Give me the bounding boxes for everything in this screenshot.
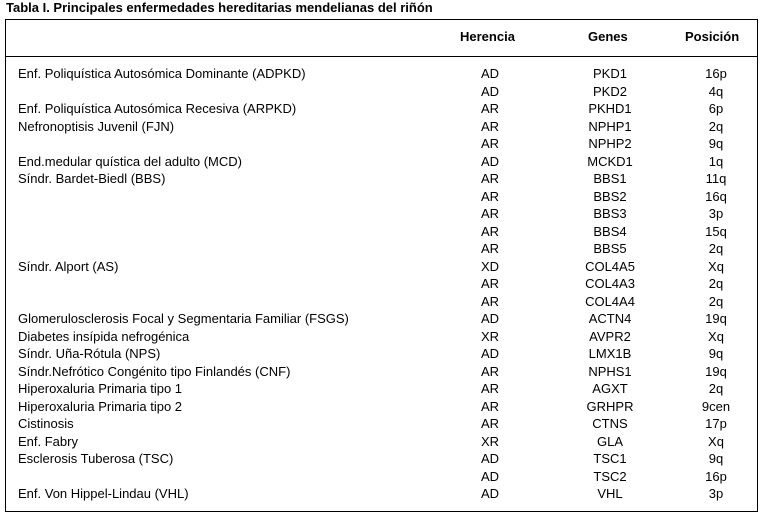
gene-cell: VHL bbox=[597, 486, 623, 501]
inheritance-cell: AR bbox=[480, 398, 500, 414]
table-row bbox=[6, 468, 757, 486]
gene-cell: CTNS bbox=[592, 416, 628, 431]
gene-cell: PKHD1 bbox=[588, 101, 632, 116]
gene-cell: ACTN4 bbox=[588, 311, 632, 326]
table-row bbox=[6, 100, 757, 118]
gene-cell: NPHP1 bbox=[588, 118, 632, 134]
gene-cell: BBS5 bbox=[593, 241, 627, 256]
table-row bbox=[6, 415, 757, 433]
gene-cell: AGXT bbox=[592, 381, 628, 396]
inheritance-cell: AD bbox=[480, 468, 500, 484]
gene-cell: COL4A5 bbox=[585, 258, 635, 274]
inheritance-cell: AR bbox=[480, 381, 500, 396]
gene-cell: NPHS1 bbox=[588, 363, 632, 379]
inheritance-cell: AD bbox=[480, 83, 500, 99]
table-row bbox=[6, 450, 757, 468]
inheritance-cell: AD bbox=[480, 66, 500, 81]
inheritance-cell: AD bbox=[480, 451, 500, 466]
position-cell: 9q bbox=[708, 346, 724, 361]
table-row bbox=[6, 170, 757, 188]
inheritance-cell: AD bbox=[480, 311, 500, 326]
position-cell: 16p bbox=[705, 468, 727, 484]
disease-cell: Esclerosis Tuberosa (TSC) bbox=[18, 451, 174, 466]
inheritance-cell: AR bbox=[480, 188, 500, 204]
position-cell: 6p bbox=[708, 101, 724, 116]
position-cell: 2q bbox=[708, 118, 724, 134]
disease-cell: Nefronoptisis Juvenil (FJN) bbox=[18, 118, 175, 134]
table-row bbox=[6, 240, 757, 258]
table-title: Tabla I. Principales enfermedades hereditarias mendelianas del riñón bbox=[6, 0, 433, 15]
table-row bbox=[6, 485, 757, 503]
table-row bbox=[6, 135, 757, 153]
gene-cell: LMX1B bbox=[588, 346, 632, 361]
inheritance-cell: AR bbox=[480, 223, 500, 239]
inheritance-cell: AR bbox=[480, 118, 500, 134]
inheritance-cell: XD bbox=[480, 258, 500, 274]
gene-cell: BBS2 bbox=[593, 188, 627, 204]
disease-cell: Enf. Von Hippel-Lindau (VHL) bbox=[18, 486, 189, 501]
inheritance-cell: AR bbox=[480, 293, 500, 309]
gene-cell: GLA bbox=[596, 433, 623, 449]
position-cell: 16q bbox=[705, 188, 727, 204]
position-cell: 2q bbox=[708, 276, 724, 291]
inheritance-cell: AD bbox=[480, 346, 500, 361]
gene-cell: COL4A3 bbox=[585, 276, 635, 291]
position-cell: 1q bbox=[708, 153, 724, 169]
table-row bbox=[6, 65, 757, 83]
gene-cell: TSC2 bbox=[593, 468, 627, 484]
position-cell: 17p bbox=[705, 416, 727, 431]
gene-cell: PKD1 bbox=[593, 66, 627, 81]
table-row bbox=[6, 328, 757, 346]
inheritance-cell: AR bbox=[480, 101, 500, 116]
disease-cell: Síndr. Alport (AS) bbox=[18, 258, 119, 274]
inheritance-cell: AD bbox=[480, 153, 500, 169]
gene-cell: BBS1 bbox=[593, 171, 627, 186]
disease-cell: Hiperoxaluria Primaria tipo 1 bbox=[18, 381, 183, 396]
position-cell: 9q bbox=[708, 451, 724, 466]
disease-cell: Enf. Poliquística Autosómica Recesiva (ARPKD) bbox=[18, 101, 297, 116]
position-cell: 15q bbox=[705, 223, 727, 239]
disease-cell: Enf. Poliquística Autosómica Dominante (ADPKD) bbox=[18, 66, 306, 81]
position-cell: Xq bbox=[708, 258, 724, 274]
table-container bbox=[5, 19, 758, 512]
disease-cell: Glomerulosclerosis Focal y Segmentaria Familiar (FSGS) bbox=[18, 311, 349, 326]
position-cell: 4q bbox=[708, 83, 724, 99]
header-posicion: Posición bbox=[685, 29, 740, 44]
position-cell: 19q bbox=[705, 311, 727, 326]
table-row bbox=[6, 258, 757, 276]
inheritance-cell: XR bbox=[480, 328, 500, 344]
table-row bbox=[6, 345, 757, 363]
header-genes: Genes bbox=[588, 29, 628, 44]
gene-cell: BBS3 bbox=[593, 206, 627, 221]
position-cell: Xq bbox=[708, 328, 724, 344]
gene-cell: GRHPR bbox=[586, 398, 634, 414]
inheritance-cell: AR bbox=[480, 241, 500, 256]
inheritance-cell: AR bbox=[480, 171, 500, 186]
inheritance-cell: AR bbox=[480, 206, 500, 221]
table-row bbox=[6, 188, 757, 206]
inheritance-cell: AD bbox=[480, 486, 500, 501]
table-row bbox=[6, 310, 757, 328]
disease-cell: Síndr.Nefrótico Congénito tipo Finlandés (CNF) bbox=[18, 363, 291, 379]
inheritance-cell: XR bbox=[480, 433, 500, 449]
table-row bbox=[6, 293, 757, 311]
gene-cell: MCKD1 bbox=[587, 153, 633, 169]
position-cell: 2q bbox=[708, 241, 724, 256]
disease-cell: Hiperoxaluria Primaria tipo 2 bbox=[18, 398, 183, 414]
gene-cell: COL4A4 bbox=[585, 293, 635, 309]
table-row bbox=[6, 153, 757, 171]
position-cell: 19q bbox=[705, 363, 727, 379]
table-row bbox=[6, 363, 757, 381]
disease-cell: Enf. Fabry bbox=[18, 433, 78, 449]
table-row bbox=[6, 380, 757, 398]
position-cell: 11q bbox=[705, 171, 727, 186]
inheritance-cell: AR bbox=[480, 416, 500, 431]
inheritance-cell: AR bbox=[480, 363, 500, 379]
position-cell: 2q bbox=[708, 381, 724, 396]
position-cell: 16p bbox=[705, 66, 727, 81]
disease-cell: Diabetes insípida nefrogénica bbox=[18, 328, 190, 344]
table-row bbox=[6, 275, 757, 293]
disease-cell: Síndr. Bardet-Biedl (BBS) bbox=[18, 171, 166, 186]
table-row bbox=[6, 398, 757, 416]
position-cell: 2q bbox=[708, 293, 724, 309]
table-row bbox=[6, 118, 757, 136]
table-row bbox=[6, 205, 757, 223]
inheritance-cell: AR bbox=[480, 276, 500, 291]
table-row bbox=[6, 223, 757, 241]
disease-cell: End.medular quística del adulto (MCD) bbox=[18, 153, 242, 169]
header-herencia: Herencia bbox=[460, 29, 515, 44]
position-cell: 3p bbox=[708, 486, 724, 501]
gene-cell: NPHP2 bbox=[588, 136, 632, 151]
position-cell: 9cen bbox=[701, 398, 731, 414]
position-cell: Xq bbox=[708, 433, 724, 449]
table-row bbox=[6, 433, 757, 451]
position-cell: 9q bbox=[708, 136, 724, 151]
table-row bbox=[6, 83, 757, 101]
disease-cell: Síndr. Uña-Rótula (NPS) bbox=[18, 346, 161, 361]
disease-cell: Cistinosis bbox=[18, 416, 74, 431]
gene-cell: PKD2 bbox=[593, 83, 627, 99]
gene-cell: BBS4 bbox=[593, 223, 627, 239]
inheritance-cell: AR bbox=[480, 136, 500, 151]
gene-cell: TSC1 bbox=[593, 451, 627, 466]
position-cell: 3p bbox=[708, 206, 724, 221]
gene-cell: AVPR2 bbox=[589, 328, 631, 344]
header-divider bbox=[6, 56, 757, 57]
table-body bbox=[6, 65, 757, 503]
